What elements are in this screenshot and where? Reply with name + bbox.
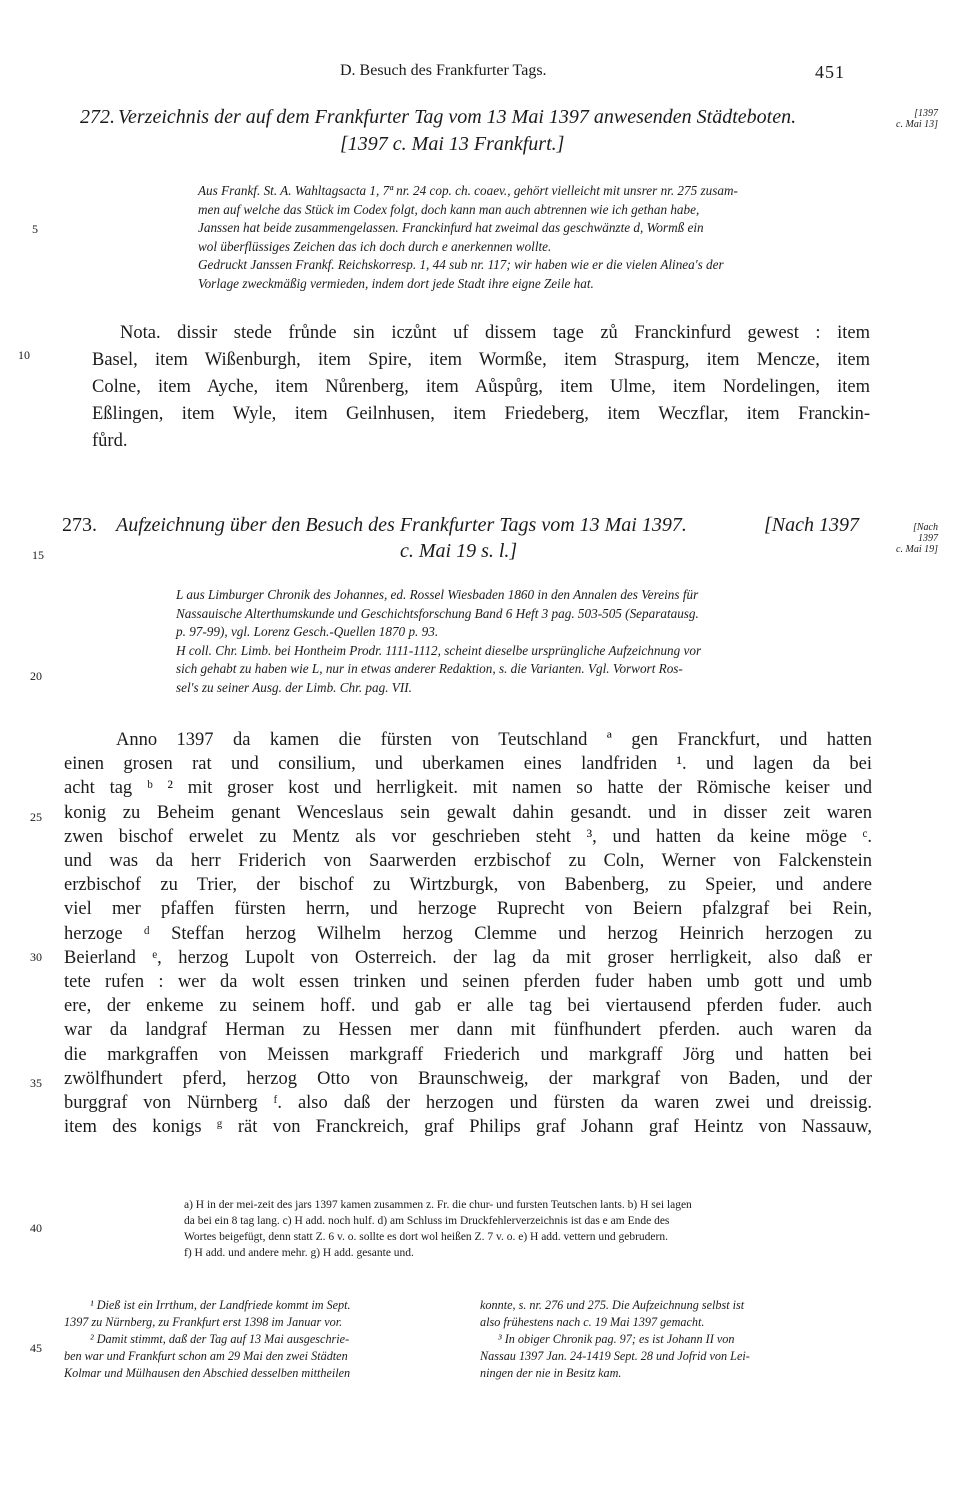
body-line: die markgraffen von Meissen markgraff Friederich und markgraff Jörg und hatten bei: [64, 1044, 872, 1065]
body-line: Basel, item Wißenburgh, item Spire, item Wormße, item Straspurg, item Mencze, item: [92, 350, 870, 370]
body-line: zwölfhundert pferd, herzog Otto von Braunschweig, der markgraf von Baden, und der: [64, 1068, 872, 1089]
source-note-line: Janssen hat beide zusammengelassen. Franckinfurd hat zweimal das geschwänzte d, Wormß ein: [198, 220, 704, 236]
body-line: viel mer pfaffen fürsten herrn, und herzoge Ruprecht von Beiern pfalzgraf bei Rein,: [64, 899, 872, 920]
body-line: konig zu Beheim genant Wenceslaus sein gewalt dahin gesandt. und in disser zeit waren: [64, 802, 872, 823]
body-line: und was da herr Friderich von Saarwerden erzbischof zu Coln, Werner von Falckenstein: [64, 851, 872, 872]
body-line: Anno 1397 da kamen die fürsten von Teutschland ª gen Franckfurt, und hatten: [116, 730, 872, 750]
doc272-side-note: [876, 108, 938, 130]
line-number: 25: [30, 810, 42, 824]
body-line: item des konigs ᵍ rät von Franckreich, graf Philips graf Johann graf Heintz von Nassauw,: [64, 1117, 872, 1138]
source-note-line: p. 97-99), vgl. Lorenz Gesch.-Quellen 1870 p. 93.: [176, 624, 439, 640]
line-number: 5: [32, 222, 38, 236]
page-number: 451: [815, 62, 845, 82]
body-line: Nota. dissir stede frůnde sin iczůnt uf dissem tage zů Franckinfurd gewest : item: [120, 323, 870, 343]
side-note-line: 1397: [918, 533, 938, 544]
footnote-line: ningen der nie in Besitz kam.: [480, 1366, 622, 1380]
line-number: 35: [30, 1076, 42, 1090]
line-number: 45: [30, 1341, 42, 1355]
source-note-line: L aus Limburger Chronik des Johannes, ed. Rossel Wiesbaden 1860 in den Annalen des Vereins für: [176, 587, 699, 602]
source-note-line: sel's zu seiner Ausg. der Limb. Chr. pag. VII.: [176, 679, 412, 695]
doc273-number: 273.: [62, 514, 97, 536]
side-note-line: c. Mai 19]: [896, 544, 938, 555]
body-line: herzoge ᵈ Steffan herzog Wilhelm herzog Clemme und herzog Heinrich herzogen zu: [64, 923, 872, 944]
source-note-line: Gedruckt Janssen Frankf. Reichskorresp. 1, 44 sub nr. 117; wir haben wie er die vielen Alinea's der: [198, 257, 724, 273]
body-line: Colne, item Ayche, item Nůrenberg, item Aůspůrg, item Ulme, item Nordelingen, item: [92, 377, 870, 397]
side-note-line: c. Mai 13]: [896, 119, 938, 130]
body-line: Beierland ᵉ, herzog Lupolt von Osterreich. der lag da mit groser herrligkeit, also daß er: [64, 947, 872, 968]
side-note-line: [1397: [914, 108, 938, 119]
source-note-line: wol überflüssiges Zeichen das ich doch durch e anerkennen wollte.: [198, 238, 552, 254]
body-line: erzbischof zu Trier, der bischof zu Wirtzburgk, von Babenberg, zu Speier, und andere: [64, 875, 872, 896]
line-number: 20: [30, 669, 42, 683]
body-line: tete rufen : wer da wolt essen trinken und seinen pferden fuder haben umb gott und umb: [64, 972, 872, 993]
running-title: D. Besuch des Frankfurter Tags.: [340, 62, 547, 79]
footnote-line: ³ In obiger Chronik pag. 97; es ist Johann II von: [498, 1332, 735, 1346]
footnote-line: also frühestens nach c. 19 Mai 1397 gemacht.: [480, 1315, 705, 1329]
source-note-line: men auf welche das Stück im Codex folgt, doch kann man auch abtrennen wie ich gethan habe,: [198, 201, 700, 217]
doc273-date-place: c. Mai 19 s. l.]: [400, 540, 518, 562]
body-line: war da landgraf Herman zu Hessen mer dann mit fünfhundert pferden. auch waren da: [64, 1020, 872, 1041]
variant-line: f) H add. und andere mehr. g) H add. gesante und.: [184, 1247, 414, 1259]
footnote-line: ben war und Frankfurt schon am 29 Mai den zwei Städten: [64, 1349, 348, 1363]
footnote-line: konnte, s. nr. 276 und 275. Die Aufzeichnung selbst ist: [480, 1298, 745, 1312]
doc272-title: Verzeichnis der auf dem Frankfurter Tag vom 13 Mai 1397 anwesenden Städteboten.: [118, 106, 797, 128]
doc272-date-place: [1397 c. Mai 13 Frankfurt.]: [340, 133, 565, 155]
source-note-line: H coll. Chr. Limb. bei Hontheim Prodr. 1111-1112, scheint dieselbe ursprüngliche Aufzeichnung vor: [176, 642, 702, 658]
doc273-side-note: [876, 522, 938, 555]
line-number: 30: [30, 950, 42, 964]
body-line: acht tag ᵇ ² mit groser kost und herrligkeit. mit namen so hatte der Römische keiser und: [64, 778, 872, 799]
doc273-source-notes: [176, 586, 876, 698]
body-line: zwen bischof erwelet zu Mentz als vor geschrieben steht ³, und hatten da keine möge ᶜ.: [64, 826, 872, 847]
footnote-line: Nassau 1397 Jan. 24-1419 Sept. 28 und Jofrid von Lei-: [480, 1349, 750, 1363]
side-note-line: [Nach: [913, 522, 938, 533]
variants-apparatus: [184, 1197, 874, 1261]
footnotes-right: [480, 1297, 880, 1382]
footnote-line: Kolmar und Mülhausen den Abschied desselben mittheilen: [64, 1366, 351, 1380]
source-note-line: Vorlage zweckmäßig vermieden, indem dort jede Stadt ihre eigne Zeile hat.: [198, 275, 594, 291]
variant-line: da bei ein 8 tag lang. c) H add. noch hulf. d) am Schluss im Druckfehlerverzeichnis ist das e am Ende des: [184, 1215, 670, 1227]
body-line: Eßlingen, item Wyle, item Geilnhusen, item Friedeberg, item Weczflar, item Franckin-: [92, 404, 870, 424]
doc273-title: Aufzeichnung über den Besuch des Frankfurter Tags vom 13 Mai 1397.: [116, 514, 687, 536]
source-note-line: sich gehabt zu haben wie L, nur in etwas anderer Redaktion, s. die Varianten. Vgl. Vorwort Ros-: [176, 661, 683, 677]
source-note-line: Nassauische Alterthumskunde und Geschichtsforschung Band 6 Heft 3 pag. 503-505 (Separatausg.: [176, 605, 699, 621]
doc272-number: 272.: [80, 106, 115, 128]
line-number: 10: [18, 348, 30, 362]
variant-line: Wortes beigefügt, denn statt Z. 6 v. o. sollte es dort wol heißen Z. 7 v. o. e) H add. vettern und gebrudern.: [184, 1231, 668, 1243]
footnote-line: ² Damit stimmt, daß der Tag auf 13 Mai ausgeschrie-: [90, 1332, 350, 1346]
doc272-source-notes: [198, 182, 870, 294]
body-line: ere, der enkeme zu seinem hoff. und gab er alle tag bei viertausend pferden fuder. auch: [64, 996, 872, 1017]
body-line: einen grosen rat und consilium, und uberkamen eines landfriden ¹. und lagen da bei: [64, 754, 872, 775]
line-number: 15: [32, 548, 44, 562]
body-line: burggraf von Nürnberg ᶠ. also daß der herzogen und fürsten da waren zwei und dreissig.: [64, 1093, 872, 1114]
doc273-date-bracket: [Nach 1397: [764, 514, 859, 536]
footnote-line: ¹ Dieß ist ein Irrthum, der Landfriede kommt im Sept.: [90, 1298, 351, 1312]
body-line: fůrd.: [92, 431, 128, 451]
line-number: 40: [30, 1221, 42, 1235]
source-note-line: Aus Frankf. St. A. Wahltagsacta 1, 7ª nr. 24 cop. ch. coaev., gehört vielleicht mit unsrer nr. 275 zusam-: [198, 183, 738, 198]
doc272-body: [92, 320, 870, 455]
variant-line: a) H in der mei-zeit des jars 1397 kamen zusammen z. Fr. die chur- und fursten Teutschen lants. b) H sei lagen: [184, 1199, 692, 1211]
footnotes-left: [64, 1297, 464, 1382]
doc273-body: [64, 728, 872, 1139]
footnote-line: 1397 zu Nürnberg, zu Frankfurt erst 1398 im Januar vor.: [64, 1315, 343, 1329]
